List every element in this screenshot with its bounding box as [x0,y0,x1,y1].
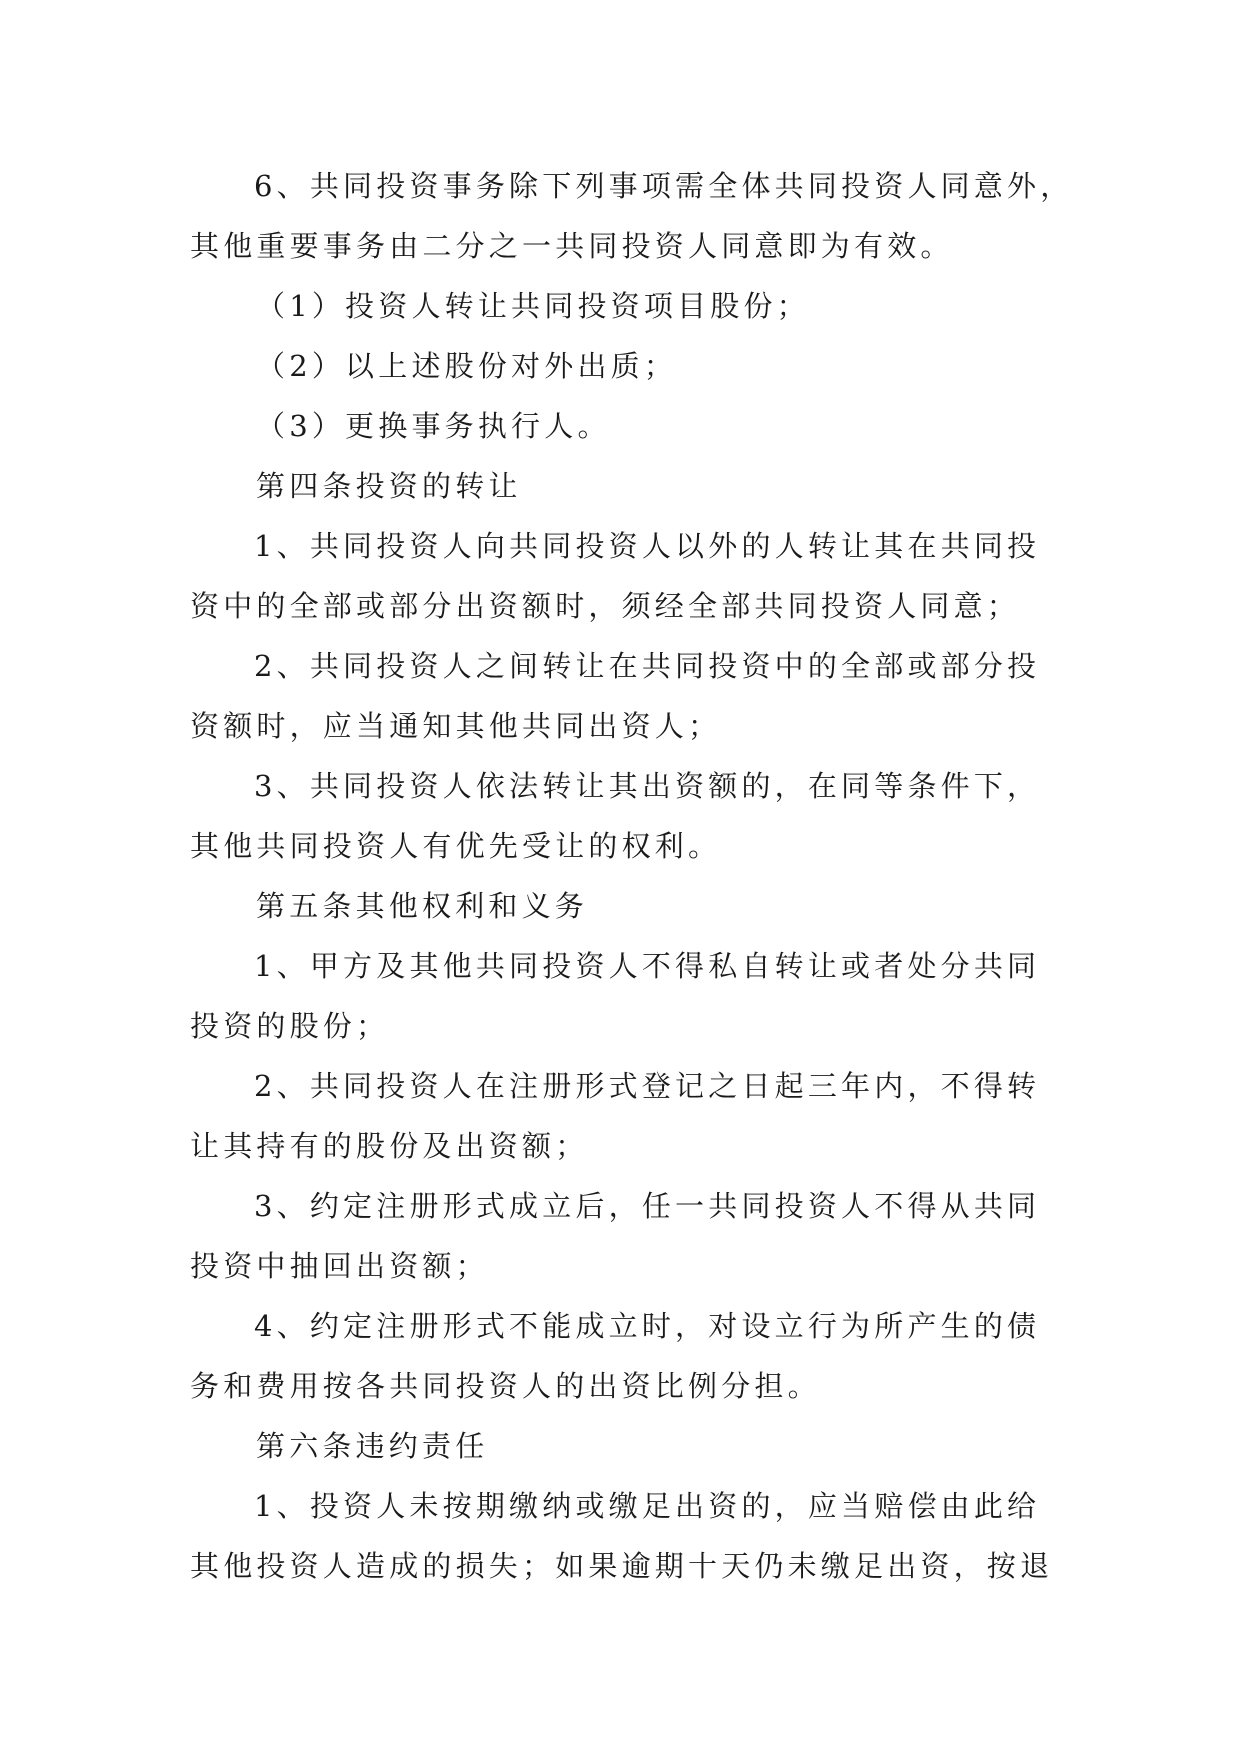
list-item: （2）以上述股份对外出质； [256,349,678,383]
text-line: 3、共同投资人依法转让其出资额的，在同等条件下， [254,769,1041,803]
text-line: 务和费用按各共同投资人的出资比例分担。 [190,1369,821,1403]
text-line: 3、约定注册形式成立后，任一共同投资人不得从共同 [254,1189,1041,1223]
text-line: 其他共同投资人有优先受让的权利。 [190,829,722,863]
text-line: 4、约定注册形式不能成立时，对设立行为所产生的债 [254,1309,1041,1343]
section-heading: 第六条违约责任 [256,1429,489,1463]
text-line: 1、投资人未按期缴纳或缴足出资的，应当赔偿由此给 [254,1489,1041,1523]
list-item: （1）投资人转让共同投资项目股份； [256,289,810,323]
text-line: 投资中抽回出资额； [190,1249,489,1283]
text-line: 资中的全部或部分出资额时，须经全部共同投资人同意； [190,589,1021,623]
text-line: 其他重要事务由二分之一共同投资人同意即为有效。 [190,229,954,263]
text-line: 1、甲方及其他共同投资人不得私自转让或者处分共同 [254,949,1041,983]
text-line: 1、共同投资人向共同投资人以外的人转让其在共同投 [254,529,1041,563]
list-item: （3）更换事务执行人。 [256,409,611,443]
section-heading: 第五条其他权利和义务 [256,889,589,923]
text-line: 资额时，应当通知其他共同出资人； [190,709,722,743]
text-line: 2、共同投资人之间转让在共同投资中的全部或部分投 [254,649,1041,683]
text-line: 投资的股份； [190,1009,390,1043]
text-line: 让其持有的股份及出资额； [190,1129,589,1163]
text-line: 6、共同投资事务除下列事项需全体共同投资人同意外， [254,169,1074,203]
text-line: 其他投资人造成的损失；如果逾期十天仍未缴足出资，按退 [190,1549,1054,1583]
text-line: 2、共同投资人在注册形式登记之日起三年内，不得转 [254,1069,1041,1103]
section-heading: 第四条投资的转让 [256,469,522,503]
